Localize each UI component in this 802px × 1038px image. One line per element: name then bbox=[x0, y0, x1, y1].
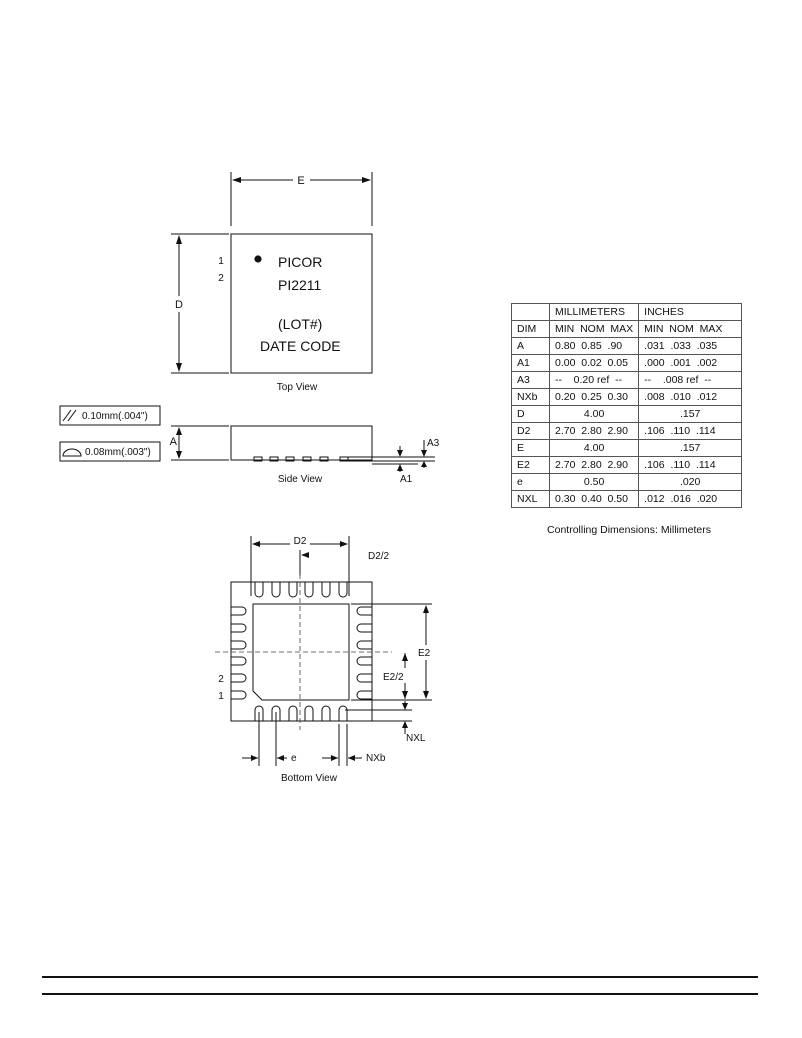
marking-line-2: PI2211 bbox=[278, 277, 322, 293]
table-mm-cell: 0.00 0.02 0.05 bbox=[550, 355, 639, 372]
table-in-cell: .157 bbox=[639, 440, 742, 457]
table-dim-cell: E bbox=[512, 440, 550, 457]
bottom-view-dim-e2-half: E2/2 bbox=[383, 672, 404, 683]
top-view-dim-e: E bbox=[297, 175, 305, 187]
table-mm-cell: 0.20 0.25 0.30 bbox=[550, 389, 639, 406]
side-view-dim-a1: A1 bbox=[400, 474, 413, 485]
right-column-leads bbox=[357, 607, 372, 699]
table-mm-cell: 0.30 0.40 0.50 bbox=[550, 491, 639, 508]
profile-of-surface-icon bbox=[63, 449, 81, 456]
table-in-cell: .106 .110 .114 bbox=[639, 457, 742, 474]
in-column-header: MIN NOM MAX bbox=[639, 321, 742, 338]
bottom-view-dim-e2: E2 bbox=[418, 648, 431, 659]
table-dim-cell: D2 bbox=[512, 423, 550, 440]
table-row bbox=[512, 423, 742, 440]
table-dim-cell: NXb bbox=[512, 389, 550, 406]
table-row bbox=[512, 440, 742, 457]
bottom-view-pin-2: 2 bbox=[218, 674, 224, 685]
table-row bbox=[512, 338, 742, 355]
table-row bbox=[512, 491, 742, 508]
parallelism-tolerance: 0.10mm(.004") bbox=[82, 411, 148, 422]
table-row bbox=[512, 389, 742, 406]
table-row bbox=[512, 355, 742, 372]
millimeters-header: MILLIMETERS bbox=[550, 304, 639, 321]
table-mm-cell: 4.00 bbox=[550, 406, 639, 423]
table-in-cell: .012 .016 .020 bbox=[639, 491, 742, 508]
table-mm-cell: -- 0.20 ref -- bbox=[550, 372, 639, 389]
table-in-cell: .157 bbox=[639, 406, 742, 423]
table-dim-cell: A3 bbox=[512, 372, 550, 389]
table-mm-cell: 4.00 bbox=[550, 440, 639, 457]
profile-tolerance: 0.08mm(.003") bbox=[85, 447, 151, 458]
bottom-view-caption: Bottom View bbox=[281, 773, 337, 784]
table-in-cell: .031 .033 .035 bbox=[639, 338, 742, 355]
table-mm-cell: 2.70 2.80 2.90 bbox=[550, 423, 639, 440]
top-view-pin-1: 1 bbox=[218, 256, 224, 267]
side-view-dim-a3: A3 bbox=[427, 438, 440, 449]
top-row-leads bbox=[255, 582, 347, 597]
side-view-dim-a: A bbox=[169, 436, 177, 448]
table-mm-cell: 2.70 2.80 2.90 bbox=[550, 457, 639, 474]
footer-rule-bottom bbox=[42, 993, 758, 995]
top-view-pin-2: 2 bbox=[218, 273, 224, 284]
table-row bbox=[512, 372, 742, 389]
table-dim-cell: E2 bbox=[512, 457, 550, 474]
bottom-row-leads bbox=[255, 706, 347, 721]
table-mm-cell: 0.50 bbox=[550, 474, 639, 491]
table-mm-cell: 0.80 0.85 .90 bbox=[550, 338, 639, 355]
top-view bbox=[171, 172, 372, 393]
table-row bbox=[512, 474, 742, 491]
bottom-view-dim-nxb: NXb bbox=[366, 753, 386, 764]
table-group-header-row bbox=[512, 304, 742, 321]
dim-column-header: DIM bbox=[512, 321, 550, 338]
bottom-view-dim-nxl: NXL bbox=[406, 733, 426, 744]
side-view-caption: Side View bbox=[277, 474, 323, 485]
footer-rule-top bbox=[42, 976, 758, 978]
table-row bbox=[512, 457, 742, 474]
left-column-leads bbox=[231, 607, 246, 699]
side-view bbox=[60, 406, 440, 485]
table-in-cell: -- .008 ref -- bbox=[639, 372, 742, 389]
bottom-view-pin-1: 1 bbox=[218, 691, 224, 702]
mm-column-header: MIN NOM MAX bbox=[550, 321, 639, 338]
table-dim-cell: A bbox=[512, 338, 550, 355]
table-dim-cell: e bbox=[512, 474, 550, 491]
top-view-caption: Top View bbox=[276, 382, 318, 393]
table-caption: Controlling Dimensions: Millimeters bbox=[547, 524, 711, 536]
table-in-cell: .106 .110 .114 bbox=[639, 423, 742, 440]
table-dim-cell: NXL bbox=[512, 491, 550, 508]
pin1-dot bbox=[254, 255, 261, 262]
dimension-table bbox=[511, 303, 742, 508]
table-corner-cell bbox=[512, 304, 550, 321]
table-in-cell: .020 bbox=[639, 474, 742, 491]
table-in-cell: .008 .010 .012 bbox=[639, 389, 742, 406]
marking-line-3: (LOT#) bbox=[278, 316, 323, 332]
inches-header: INCHES bbox=[639, 304, 742, 321]
bottom-view-dim-d2: D2 bbox=[293, 536, 307, 547]
marking-line-4: DATE CODE bbox=[260, 338, 341, 354]
table-row bbox=[512, 406, 742, 423]
top-view-dim-d: D bbox=[175, 299, 183, 311]
table-dim-cell: A1 bbox=[512, 355, 550, 372]
bottom-view-dim-d2-half: D2/2 bbox=[368, 551, 390, 562]
bottom-view bbox=[215, 536, 432, 784]
side-view-package-body bbox=[231, 426, 372, 460]
table-dim-cell: D bbox=[512, 406, 550, 423]
marking-line-1: PICOR bbox=[278, 254, 323, 270]
bottom-view-dim-e-pitch: e bbox=[291, 753, 297, 764]
table-in-cell: .000 .001 .002 bbox=[639, 355, 742, 372]
parallelism-icon bbox=[63, 410, 76, 421]
table-column-header-row bbox=[512, 321, 742, 338]
